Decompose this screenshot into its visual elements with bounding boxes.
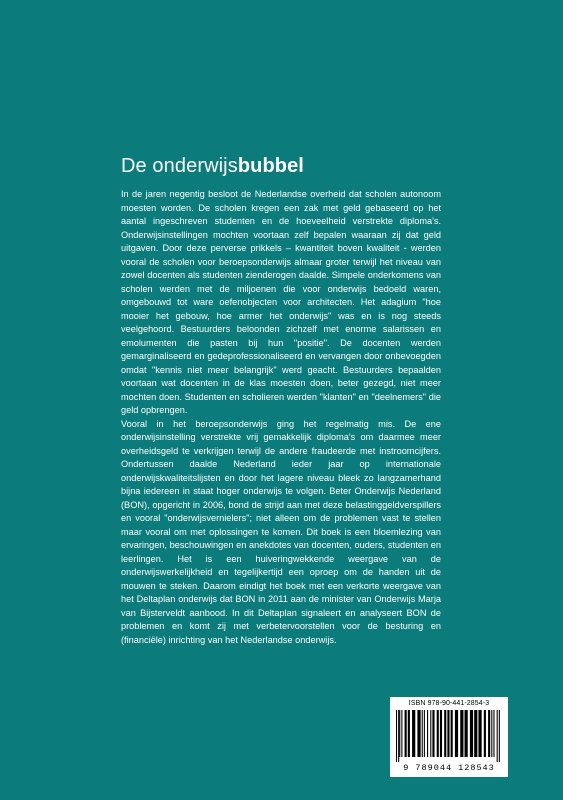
barcode-bar [412, 710, 415, 757]
barcode-bar [484, 710, 486, 757]
barcode-bar [432, 710, 434, 757]
barcode-bar [478, 710, 481, 757]
barcode-bar [408, 710, 410, 757]
barcode-bar [493, 710, 494, 757]
barcode-bar [430, 710, 431, 757]
barcode-bar [460, 710, 463, 757]
barcode-bar [491, 710, 492, 757]
barcode-digits: 9 789044 128543 [403, 763, 495, 773]
barcode-bar [499, 710, 500, 762]
title-part-regular: De onderwijs [121, 155, 238, 177]
barcode-bar [427, 710, 428, 757]
barcode-bar [396, 710, 397, 762]
blurb-text [121, 188, 441, 647]
barcode-bar [399, 710, 400, 757]
barcode-bar [470, 710, 473, 757]
barcode-label [390, 697, 508, 777]
barcode-bar [398, 710, 399, 762]
barcode-bar [422, 710, 423, 757]
title-part-bold: bubbel [237, 155, 304, 177]
barcode-bar [474, 710, 477, 757]
barcode-bar [405, 710, 407, 757]
barcode-bar [417, 710, 420, 757]
barcode-bar [455, 710, 458, 757]
barcode-graphic [396, 710, 502, 762]
barcode-bar [488, 710, 490, 757]
barcode-bar [401, 710, 402, 757]
barcode-bar [465, 710, 468, 757]
book-title [121, 155, 304, 178]
blurb-paragraph-2: Vooral in het beroepsonderwijs ging het regelmatig mis. De ene onderwijsinstelling verstrekte vrij gemakkelijk diploma's om daarmee meer overheidsgeld te verkrijgen terwijl de andere fraudeerde met instroomcijfers. Ondertussen daalde Nederland ieder jaar op internationale onderwijskwaliteitslijsten en door het lagere niveau bleek zo langzamerhand bijna iedereen in staat hoger onderwijs te volgen. Beter Onderwijs Nederland (BON), opgericht in 2006, bond de strijd aan met deze belastinggeldverspillers en vooral "onderwijsvernielers"; niet alleen om de problemen vast te stellen maar vooral om met oplossingen te komen. Dit boek is een bloemlezing van ervaringen, beschouwingen en anekdotes van docenten, ouders, studenten en leerlingen. Het is een huiveringwekkende weergave van de onderwijswerkelijkheid en tegelijkertijd een oproep om de handen uit de mouwen te steken. Daarom eindigt het boek met een verkorte weergave van het Deltaplan onderwijs dat BON in 2011 aan de minister van Onderwijs Marja van Bijsterveldt aanbood. In dit Deltaplan signaleert en analyseert BON de problemen en komt zij met verbetervoorstellen voor de besturing en (financiële) inrichting van het Nederlandse onderwijs. [121, 418, 441, 645]
barcode-bar [437, 710, 439, 757]
barcode-bar [424, 710, 425, 757]
barcode-bar [447, 710, 449, 757]
blurb-paragraph-1: In de jaren negentig besloot de Nederlandse overheid dat scholen autonoom moesten worden. De scholen kregen een zak met geld gebaseerd op het aantal ingeschreven studenten en de hoeveelheid verstrekte diploma's. Onderwijsinstellingen mochten voortaan zelf bepalen waaraan zij dat geld uitgaven. Door deze perverse prikkels – kwantiteit boven kwaliteit - werden vooral de scholen voor beroepsonderwijs almaar groter terwijl het niveau van zowel docenten als studenten zienderogen daalde. Simpele onderkomens van scholen werden met de miljoenen die voor onderwijs bedoeld waren, omgebouwd tot ware oefenobjecten voor architecten. Het adagium "hoe mooier het gebouw, hoe armer het onderwijs" was en is nog steeds veelgehoord. Bestuurders beloonden zichzelf met enorme salarissen en emolumenten die pasten bij hun "positie". De docenten werden gemarginaliseerd en gedeprofessionaliseerd en vervangen door onbevoegden omdat "kennis niet meer belangrijk" werd geacht. Bestuurders bepaalden voortaan wat docenten in de klas moesten doen, beter gezegd, niet meer mochten doen. Studenten en scholieren werden "klanten" en "deelnemers" die geld opbrengen. [121, 189, 441, 415]
barcode-bar [497, 710, 498, 762]
barcode-bar [440, 710, 442, 757]
isbn-text: ISBN 978-90-441-2854-3 [408, 700, 490, 707]
barcode-bar [451, 710, 453, 757]
barcode-bar [444, 710, 446, 757]
